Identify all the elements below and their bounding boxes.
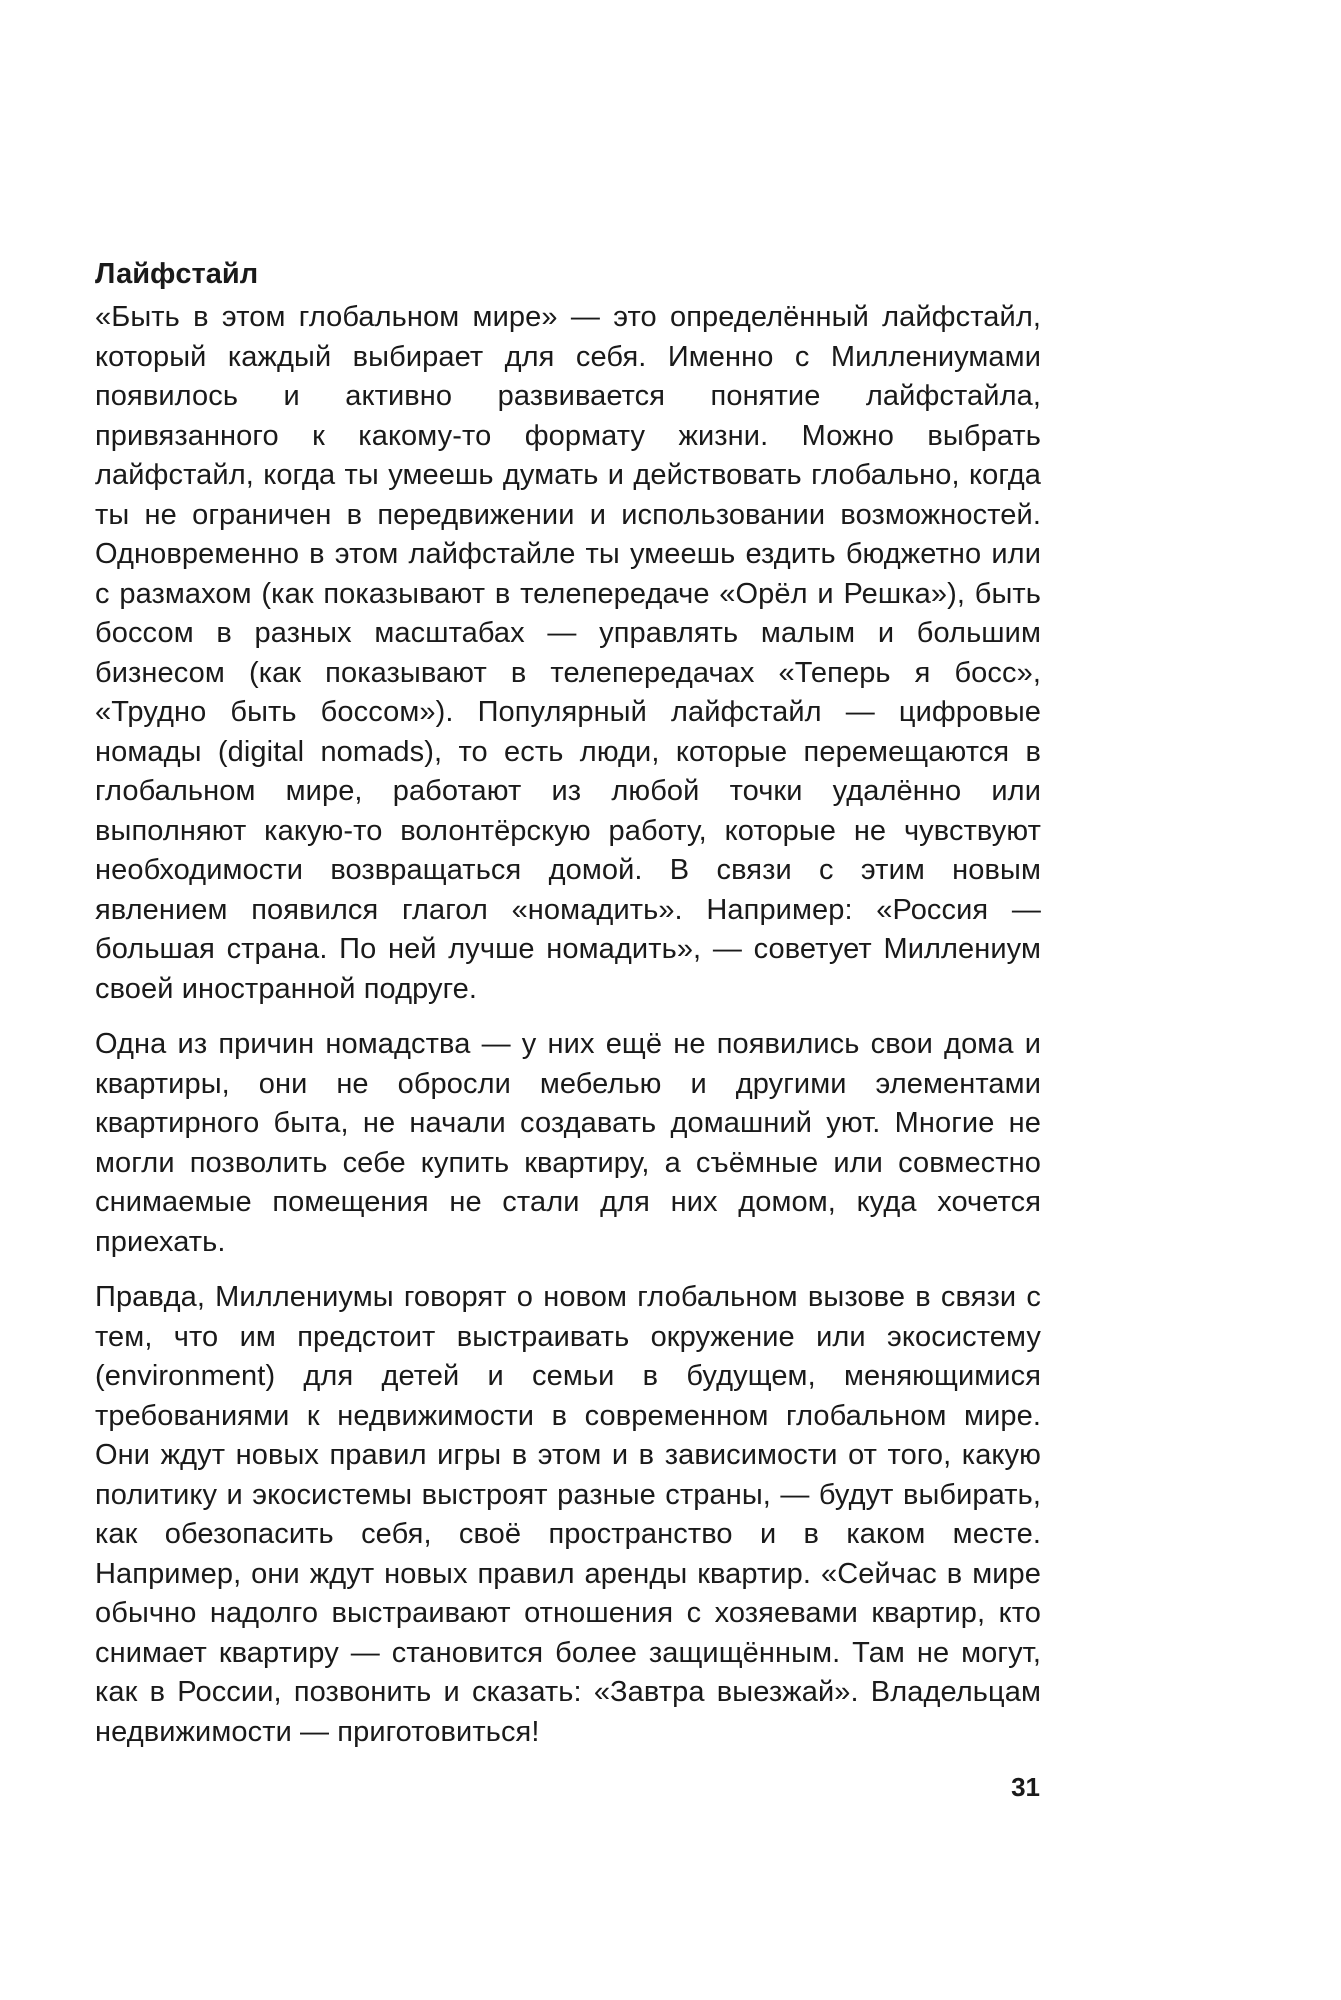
- paragraph-2: Одна из причин номадства — у них ещё не появились свои дома и квартиры, они не обросли мебелью и другими элементами квартирного быта, не начали создавать домашний уют. Многие не могли позволить себе купить квартиру, а съёмные или совместно снимаемые помещения не стали для них домом, куда хочется приехать.: [95, 1028, 1041, 1258]
- paragraph-3: Правда, Миллениумы говорят о новом глобальном вызове в связи с тем, что им предстоит выстраивать окружение или экосистему (environment) для детей и семьи в будущем, меняющимися требованиями к недвижимости в современном глобальном мире. Они ждут новых правил игры в этом и в зависимости от того, какую политику и экосистемы выстроят разные страны, — будут выбирать, как обезопасить себя, своё пространство и в каком месте. Например, они ждут новых правил аренды квартир. «Сейчас в мире обычно надолго выстраивают отношения с хозяевами квартир, кто снимает квартиру — становится более защищённым. Там не могут, как в России, позвонить и сказать: «Завтра выезжай». Владельцам недвижимости — приготовиться!: [95, 1281, 1041, 1748]
- page-number: 31: [1011, 1772, 1040, 1802]
- paragraph-1: «Быть в этом глобальном мире» — это определённый лайфстайл, который каждый выбирает для себя. Именно с Миллениумами появилось и активно развивается понятие лайфстайла, привязанного к какому-то формату жизни. Можно выбрать лайфстайл, когда ты умеешь думать и действовать глобально, когда ты не ограничен в передвижении и использовании возможностей. Одновременно в этом лайфстайле ты умеешь ездить бюджетно или с размахом (как показывают в телепередаче «Орёл и Решка»), быть боссом в разных масштабах — управлять малым и большим бизнесом (как показывают в телепередачах «Теперь я босс», «Трудно быть боссом»). Популярный лайфстайл — цифровые номады (digital nomads), то есть люди, которые перемещаются в глобальном мире, работают из любой точки удалённо или выполняют какую-то волонтёрскую работу, которые не чувствуют необходимости возвращаться домой. В связи с этим новым явлением появился глагол «номадить». Например: «Россия — большая страна. По ней лучше номадить», — советует Миллениум своей иностранной подруге.: [95, 301, 1041, 1005]
- section-heading: Лайфстайл: [95, 258, 259, 290]
- text-block: [95, 254, 1041, 1768]
